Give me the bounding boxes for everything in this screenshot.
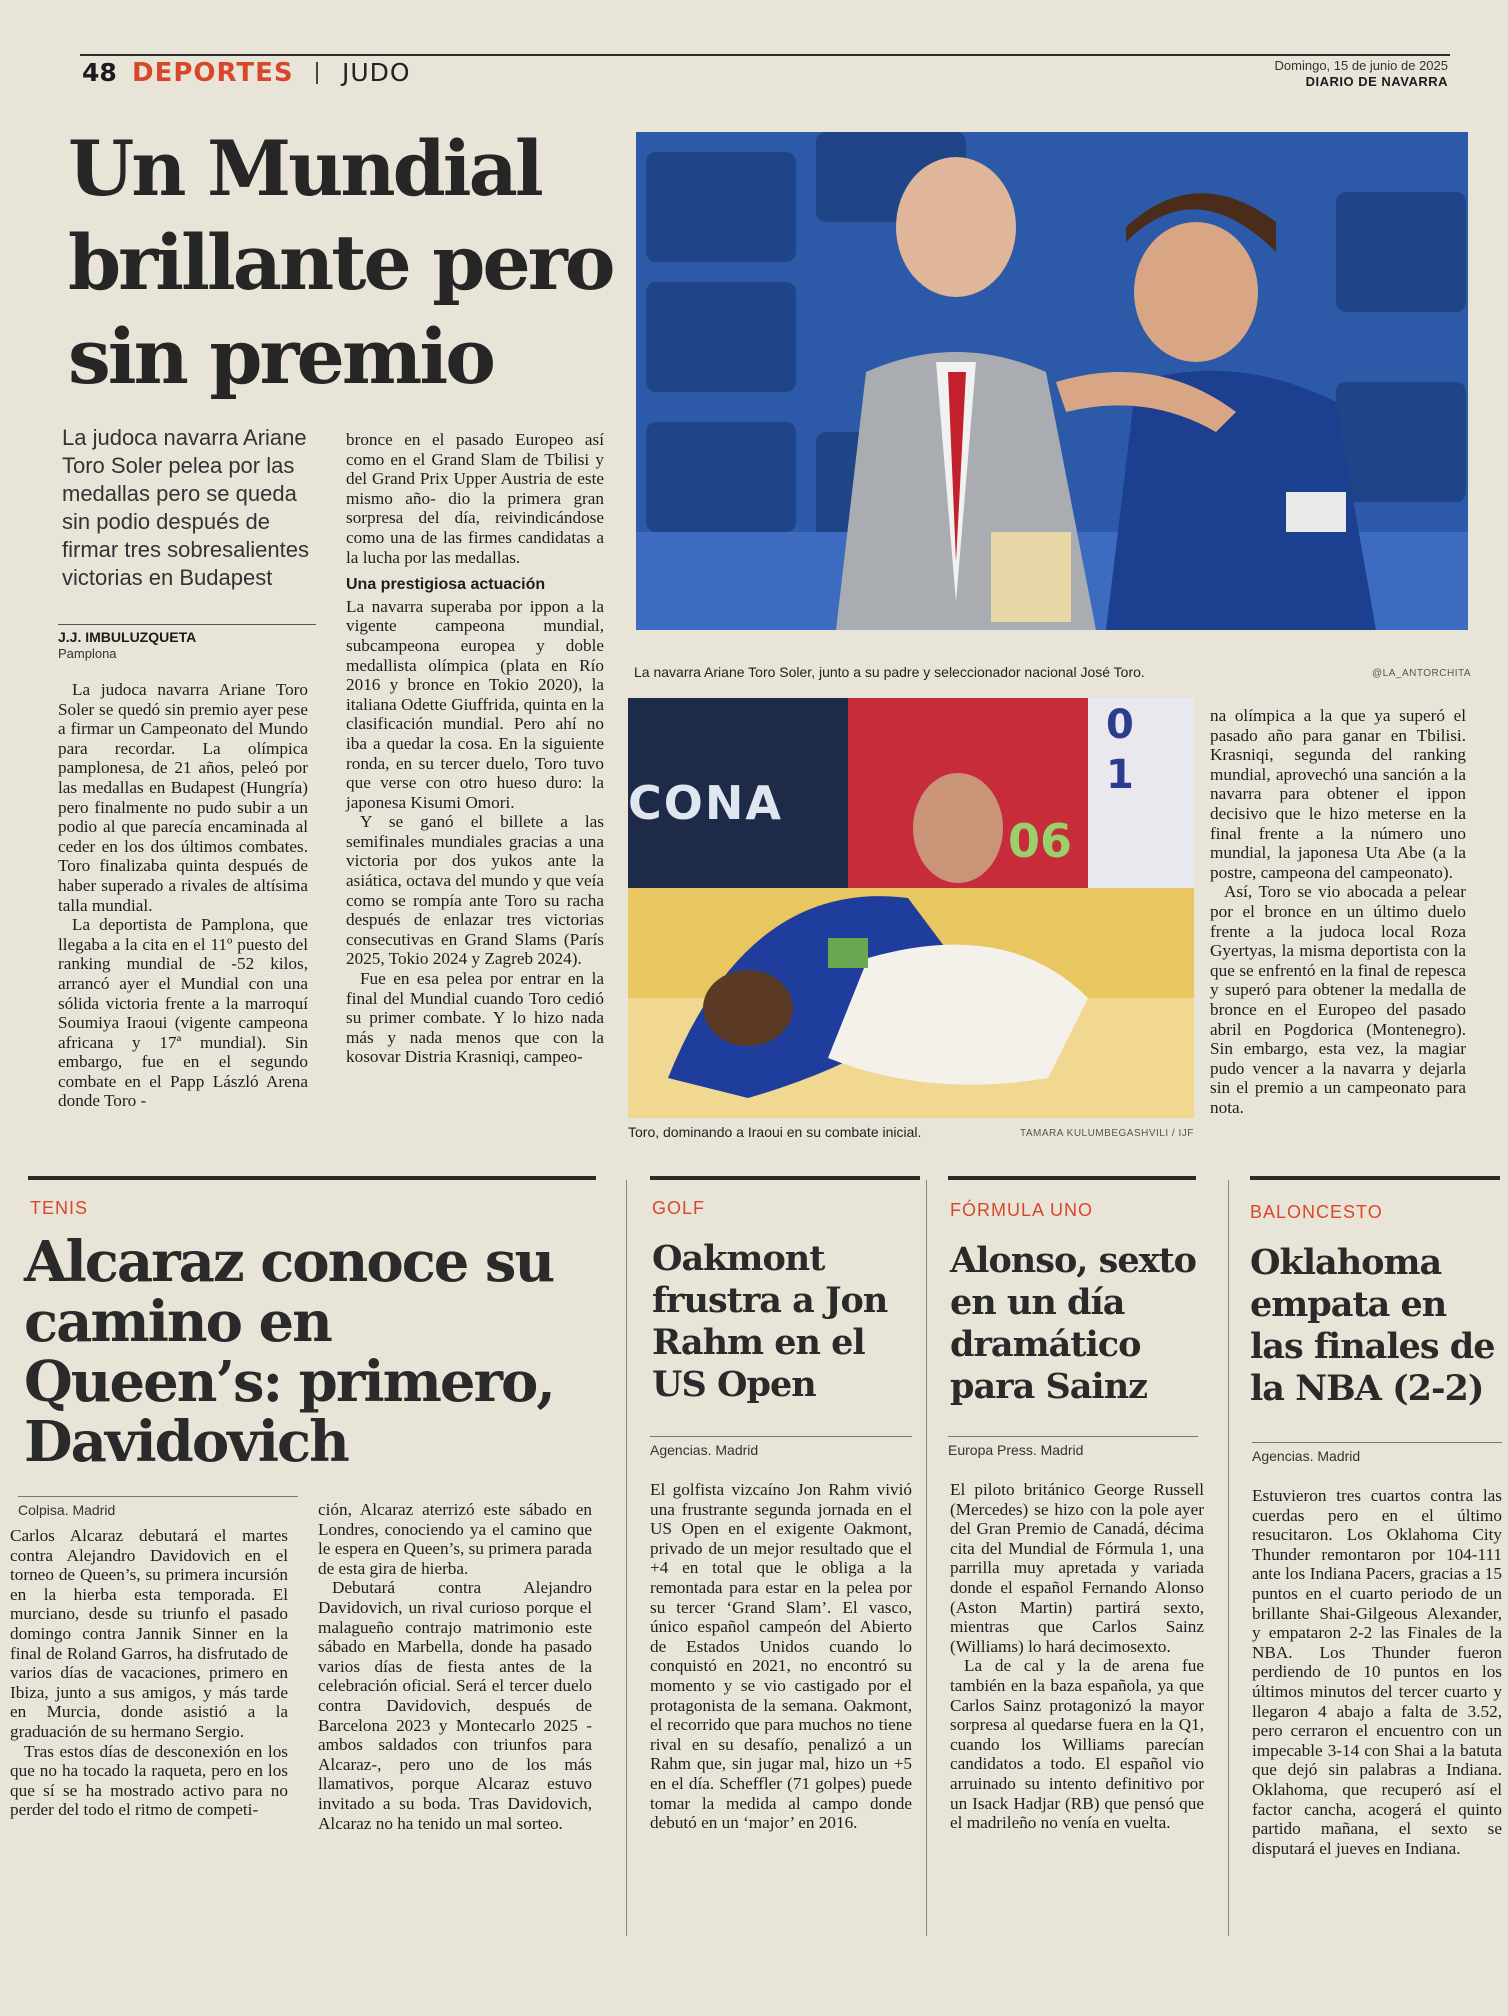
- brief-tenis-column-1: [10, 1526, 288, 1820]
- byline-author: J.J. IMBULUZQUETA: [58, 624, 316, 645]
- brief-kicker-f1: FÓRMULA UNO: [950, 1200, 1094, 1220]
- paragraph: ción, Alcaraz aterrizó este sábado en Londres, conociendo ya el camino que le espera en Queen’s, su primera parada de esta gira de hierba.: [318, 1500, 592, 1578]
- paragraph: Y se ganó el billete a las semifinales mundiales gracias a una victoria por dos yukos ante la asiática, octava del mundo y que veía como se rompía ante Toro su racha después de enlazar tres victorias consecutivas en Grand Slams (París 2025, Tokio 2024 y Zagreb 2024).: [346, 812, 604, 969]
- photo2-caption: Toro, dominando a Iraoui en su combate inicial.: [628, 1124, 922, 1140]
- paragraph: Tras estos días de desconexión en los que no ha tocado la raqueta, pero en los que sí se ha mostrado activo para no perder del todo el ritmo de competi-: [10, 1741, 288, 1820]
- photo-judo-combat: [628, 698, 1194, 1118]
- paragraph: Debutará contra Alejandro Davidovich, un rival curioso porque el malagueño contrajo matrimonio este sábado en Marbella, donde ha pasado varios días de fiesta antes de la celebración oficial. Será el tercer duelo contra Davidovich, después de Barcelona 2023 y Montecarlo 2025 -ambos saldados con triunfos para Alcaraz-, pero uno de los más llamativos, porque Alcaraz estuvo invitado a su boda. Tras Davidovich, Alcaraz no ha tenido un mal sorteo.: [318, 1578, 592, 1833]
- brief-nba-column: [1252, 1486, 1502, 1858]
- section-name: DEPORTES: [132, 58, 294, 88]
- paragraph: El golfista vizcaíno Jon Rahm vivió una frustrante segunda jornada en el US Open en el exigente Oakmont, privado de un mejor resultado que el +4 en total que le obliga a la remontada para estar en la pelea por su tercer ‘Grand Slam’. El vasco, único español campeón del Abierto de Estados Unidos cuando lo conquistó en 2021, no encontró su momento y se vio castigado por el protagonista de la semana. Oakmont, el recorrido que para muchos no tiene rival en su desafío, penalizó a un Rahm que, sin jugar mal, hizo un +5 en el día. Scheffler (71 golpes) puede tomar la medida al campo donde debutó en un ‘major’ en 2016.: [650, 1480, 912, 1833]
- brief-kicker-tenis: TENIS: [30, 1198, 89, 1218]
- brief-tenis-column-2: [318, 1500, 592, 1833]
- brief-source-golf: Agencias. Madrid: [650, 1436, 912, 1458]
- photo-illustration: [636, 132, 1468, 630]
- brief-headline-nba: Oklahoma empata en las finales de la NBA (2-2): [1250, 1242, 1495, 1409]
- page-number: 48: [82, 58, 117, 87]
- brief-rule-f1: [948, 1176, 1196, 1180]
- brief-headline-f1: Alonso, sexto en un día dramático para Sainz: [950, 1240, 1197, 1407]
- photo2-credit: TAMARA KULUMBEGASHVILI / IJF: [1020, 1128, 1194, 1139]
- brief-source-tenis: Colpisa. Madrid: [18, 1496, 298, 1518]
- main-column-3: [1210, 706, 1466, 1117]
- paragraph: Estuvieron tres cuartos contra las cuerdas pero en el último resucitaron. Los Oklahoma City Thunder remontaron por 104-111 ante los Indiana Pacers, gracias a 15 puntos en el cuarto periodo de un brillante Shai-Gilgeous Alexander, y empataron 2-2 las Finales de la NBA. Los Thunder fueron perdiendo de 10 puntos en los últimos minutos del tercer cuarto y llegaron 4 abajo a falta de 3.52, pero cerraron el encuentro con un impecable 3-14 con Shai a la batuta que dejó sin palabras a Indiana. Oklahoma, que recuperó así el factor cancha, acogerá el quinto partido mañana, el sexto se disputará el jueves en Indiana.: [1252, 1486, 1502, 1858]
- brief-rule-golf: [650, 1176, 920, 1180]
- paragraph: Fue en esa pelea por entrar en la final del Mundial cuando Toro cedió su primer combate. Y lo hizo nada más y nada menos que con la kosovar Distria Krasniqi, campeo-: [346, 969, 604, 1067]
- brief-headline-tenis: Alcaraz conoce su camino en Queen’s: primero, Davidovich: [24, 1229, 554, 1475]
- subsection-name: JUDO: [342, 58, 411, 87]
- issue-date: Domingo, 15 de junio de 2025: [1274, 58, 1448, 73]
- article-subhead: Una prestigiosa actuación: [346, 576, 546, 594]
- scoreboard-digits: 06: [1008, 814, 1073, 868]
- paragraph: Así, Toro se vio abocada a pelear por el bronce en un último duelo frente a la judoca local Roza Gyertyas, la misma deportista con la que se enfrentó en la final de repesca y superó para obtener la medalla de bronce en el Europeo del pasado abril en Pogdorica (Montenegro). Sin embargo, esta vez, la magiar pudo vencer a la navarra y dejarla sin el premio a un campeonato para nota.: [1210, 882, 1466, 1117]
- brief-source-f1: Europa Press. Madrid: [948, 1436, 1198, 1458]
- main-headline: Un Mundial brillante pero sin premio: [68, 124, 613, 401]
- score-a: 0: [1106, 702, 1134, 748]
- photo1-credit: @LA_ANTORCHITA: [1372, 668, 1472, 679]
- paragraph: bronce en el pasado Europeo así como en el Grand Slam de Tbilisi y del Grand Prix Upper Austria de este mismo año- dio la primera gran sorpresa del día, reivindicándose como una de las firmes candidatas a la lucha por las medallas.: [346, 430, 604, 567]
- newspaper-name: DIARIO DE NAVARRA: [1305, 74, 1448, 89]
- paragraph: La de cal y la de arena fue también en la baza española, ya que Carlos Sainz protagonizó la mayor sorpresa al quedarse fuera en la Q1, cuando los Williams parecían candidatos a todo. El español vio arruinado su intento definitivo por un Isack Hadjar (RB) que pensó que el madrileño no venía en vuelta.: [950, 1656, 1204, 1833]
- main-column-2: [346, 430, 604, 1067]
- photo-toro-father: [636, 132, 1468, 630]
- paragraph: Carlos Alcaraz debutará el martes contra Alejandro Davidovich en el torneo de Queen’s, su primera incursión en la hierba esta temporada. El murciano, desde su triunfo el pasado domingo contra Jannik Sinner en la final de Roland Garros, ha disfrutado de varios días de vacaciones, primero en Ibiza, junto a sus amigos, y más tarde en Murcia, donde asistió a la graduación de su hermano Sergio.: [10, 1526, 288, 1741]
- main-lede: La judoca navarra Ariane Toro Soler pelea por las medallas pero se queda sin podio después de firmar tres sobresalientes victorias en Budapest: [62, 425, 309, 590]
- brief-rule-nba: [1250, 1176, 1500, 1180]
- paragraph: El piloto británico George Russell (Mercedes) se hizo con la pole ayer del Gran Premio de Canadá, décima cita del Mundial de Fórmula 1, una parrilla muy apretada y variada donde el español Fernando Alonso (Aston Martin) partirá sexto, mientras que Carlos Sainz (Williams) lo hará decimosexto.: [950, 1480, 1204, 1656]
- column-divider: [626, 1180, 627, 1936]
- score-b: 1: [1106, 752, 1134, 798]
- paragraph: La judoca navarra Ariane Toro Soler se quedó sin premio ayer pese a firmar un Campeonato del Mundo para recordar. La olímpica pamplonesa, de 21 años, peleó por las medallas en Budapest (Hungría) pero finalmente no pudo subir a un podio al que parecía encaminada al ceder en los dos últimos combates. Toro finalizaba quinta después de haber superado a rivales de altísima talla mundial.: [58, 680, 308, 915]
- brief-kicker-golf: GOLF: [652, 1198, 706, 1218]
- byline-place: Pamplona: [58, 646, 117, 661]
- column-divider: [1228, 1180, 1229, 1936]
- paragraph: na olímpica a la que ya superó el pasado año para ganar en Tbilisi. Krasniqi, segunda del ranking mundial, aprovechó una sanción a la navarra para obtener el ippon decisivo que le hizo meterse en la final frente a la número uno mundial, la japonesa Uta Abe (a la postre, campeona del campeonato).: [1210, 706, 1466, 882]
- brief-f1-column: [950, 1480, 1204, 1833]
- paragraph: La deportista de Pamplona, que llegaba a la cita en el 11º puesto del ranking mundial de -52 kilos, arrancó ayer el Mundial con una sólida victoria frente a la marroquí Soumiya Iraoui (vigente campeona africana y 17ª mundial). Sin embargo, fue en el segundo combate en el Papp László Arena donde Toro -: [58, 915, 308, 1111]
- scoreboard-text: CONA: [628, 776, 783, 830]
- section-separator: [316, 62, 318, 84]
- brief-headline-golf: Oakmont frustra a Jon Rahm en el US Open: [652, 1238, 888, 1405]
- brief-kicker-nba: BALONCESTO: [1250, 1202, 1383, 1222]
- brief-golf-column: [650, 1480, 912, 1833]
- column-divider: [926, 1180, 927, 1936]
- main-column-1: [58, 680, 308, 1111]
- photo1-caption: La navarra Ariane Toro Soler, junto a su padre y seleccionador nacional José Toro.: [634, 664, 1145, 680]
- brief-rule-tenis: [28, 1176, 596, 1180]
- brief-source-nba: Agencias. Madrid: [1252, 1442, 1502, 1464]
- paragraph: La navarra superaba por ippon a la vigente campeona mundial, subcampeona europea y doble medallista olímpica (plata en Río 2016 y bronce en Tokio 2020), la italiana Odette Giuffrida, quinta en la clasificación mundial. Pero ahí no iba a quedar la cosa. En la siguiente ronda, en su tercer duelo, Toro tuvo que verse con otro hueso duro: la japonesa Kisumi Omori.: [346, 596, 604, 812]
